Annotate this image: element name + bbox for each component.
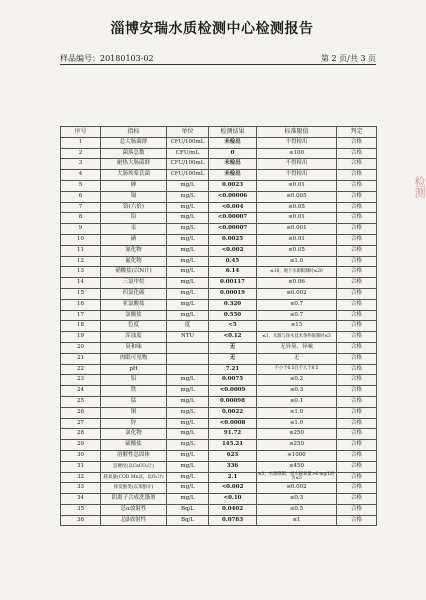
cell-limit: 无异臭、异味 <box>257 342 337 353</box>
cell-limit: 不得检出 <box>257 137 337 148</box>
cell-unit: mg/L <box>167 450 209 461</box>
cell-unit: mg/L <box>167 202 209 213</box>
cell-indicator: 肉眼可见物 <box>101 353 167 364</box>
cell-index: 2 <box>61 148 101 159</box>
cell-indicator: 浑浊度 <box>101 332 167 343</box>
cell-judgement: 合格 <box>337 256 377 267</box>
cell-unit: mg/L <box>167 213 209 224</box>
seal-stamp: 检测 <box>413 176 426 198</box>
page-indicator: 第 2 页/共 3 页 <box>320 54 376 63</box>
table-row <box>61 472 377 483</box>
cell-limit: ≤0.01 <box>257 234 337 245</box>
cell-result: 未检出 <box>209 137 257 148</box>
cell-unit <box>167 342 209 353</box>
cell-unit: mg/L <box>167 429 209 440</box>
cell-limit: ≤0.001 <box>257 224 337 235</box>
cell-result: 0.0075 <box>209 375 257 386</box>
table-row <box>61 483 377 494</box>
cell-unit: mg/L <box>167 440 209 451</box>
cell-indicator: 氯化物 <box>101 429 167 440</box>
table-row <box>61 407 377 418</box>
table-row <box>61 342 377 353</box>
header-unit: 单位 <box>167 127 209 138</box>
header-result: 检测结果 <box>209 127 257 138</box>
cell-unit: mg/L <box>167 472 209 483</box>
cell-result: 0.320 <box>209 299 257 310</box>
cell-indicator: 汞 <box>101 224 167 235</box>
cell-judgement: 合格 <box>337 407 377 418</box>
cell-limit: 无 <box>257 353 337 364</box>
cell-limit: ≤1.0 <box>257 407 337 418</box>
cell-result: 0.550 <box>209 310 257 321</box>
cell-judgement: 合格 <box>337 504 377 515</box>
cell-judgement: 合格 <box>337 224 377 235</box>
table-row <box>61 234 377 245</box>
sample-number: 样品编号：20180103-02 <box>60 54 154 63</box>
cell-unit: mg/L <box>167 267 209 278</box>
cell-unit: mg/L <box>167 234 209 245</box>
cell-judgement: 合格 <box>337 191 377 202</box>
table-header-row <box>61 127 377 138</box>
cell-index: 4 <box>61 170 101 181</box>
cell-result: 623 <box>209 450 257 461</box>
table-row <box>61 504 377 515</box>
cell-unit: mg/L <box>167 180 209 191</box>
table-row <box>61 148 377 159</box>
cell-judgement: 合格 <box>337 137 377 148</box>
cell-result: <0.002 <box>209 245 257 256</box>
cell-unit: mg/L <box>167 299 209 310</box>
cell-indicator: 锌 <box>101 418 167 429</box>
cell-result: 0.0402 <box>209 504 257 515</box>
cell-index: 36 <box>61 515 101 526</box>
cell-indicator: 臭和味 <box>101 342 167 353</box>
cell-limit: 不得检出 <box>257 159 337 170</box>
cell-limit: ≤250 <box>257 429 337 440</box>
cell-result: <0.10 <box>209 494 257 505</box>
cell-index: 23 <box>61 375 101 386</box>
cell-limit: ≤1000 <box>257 450 337 461</box>
cell-result: 6.14 <box>209 267 257 278</box>
cell-limit: ≤250 <box>257 440 337 451</box>
cell-limit: ≤0.05 <box>257 202 337 213</box>
cell-judgement: 合格 <box>337 234 377 245</box>
cell-result: 91.72 <box>209 429 257 440</box>
cell-indicator: 硒 <box>101 234 167 245</box>
cell-judgement: 合格 <box>337 364 377 375</box>
cell-unit: mg/L <box>167 278 209 289</box>
cell-limit: ≤0.5 <box>257 504 337 515</box>
cell-result: <5 <box>209 321 257 332</box>
cell-index: 15 <box>61 288 101 299</box>
table-row <box>61 375 377 386</box>
cell-judgement: 合格 <box>337 418 377 429</box>
table-row <box>61 299 377 310</box>
table-row <box>61 191 377 202</box>
cell-indicator: 铜 <box>101 407 167 418</box>
cell-unit: CFU/mL <box>167 148 209 159</box>
cell-limit: ≤0.2 <box>257 375 337 386</box>
cell-unit: mg/L <box>167 396 209 407</box>
table-row <box>61 202 377 213</box>
table-row <box>61 396 377 407</box>
cell-judgement: 合格 <box>337 494 377 505</box>
cell-indicator: 耗氧量(COD Mn法，以O₂计) <box>101 472 167 483</box>
cell-limit: ≤1.0 <box>257 256 337 267</box>
cell-indicator: 氟化物 <box>101 256 167 267</box>
cell-limit: ≤450 <box>257 461 337 472</box>
cell-index: 30 <box>61 450 101 461</box>
cell-indicator: 四氯化碳 <box>101 288 167 299</box>
cell-unit: mg/L <box>167 483 209 494</box>
cell-index: 11 <box>61 245 101 256</box>
cell-index: 22 <box>61 364 101 375</box>
cell-limit: ≤0.005 <box>257 191 337 202</box>
table-row <box>61 267 377 278</box>
cell-judgement: 合格 <box>337 450 377 461</box>
cell-limit: 不得检出 <box>257 170 337 181</box>
cell-index: 13 <box>61 267 101 278</box>
table-row <box>61 245 377 256</box>
cell-indicator: 总α放射性 <box>101 504 167 515</box>
cell-judgement: 合格 <box>337 321 377 332</box>
cell-result: <0.0009 <box>209 386 257 397</box>
table-row <box>61 321 377 332</box>
table-row <box>61 364 377 375</box>
cell-result: 0 <box>209 148 257 159</box>
cell-index: 33 <box>61 483 101 494</box>
cell-indicator: 铁 <box>101 386 167 397</box>
cell-limit: ≤0.3 <box>257 386 337 397</box>
cell-indicator: 总硬度(以CaCO₃计) <box>101 461 167 472</box>
cell-indicator: 亚氯酸盐 <box>101 299 167 310</box>
cell-limit: ≤3，水源限制，原水耗氧量>6 mg/L时为≤5 <box>258 471 335 482</box>
cell-result: 0.00019 <box>209 288 257 299</box>
cell-indicator: 菌落总数 <box>101 148 167 159</box>
table-row <box>61 429 377 440</box>
cell-unit: 度 <box>167 321 209 332</box>
cell-indicator: 大肠埃希氏菌 <box>101 170 167 181</box>
cell-index: 21 <box>61 353 101 364</box>
cell-judgement: 合格 <box>337 148 377 159</box>
cell-unit <box>167 364 209 375</box>
cell-unit <box>167 353 209 364</box>
cell-result: 未检出 <box>209 159 257 170</box>
cell-indicator: 溶解性总固体 <box>101 450 167 461</box>
cell-index: 32 <box>61 472 101 483</box>
header-indicator: 指标 <box>101 127 167 138</box>
cell-result: 2.1 <box>209 472 257 483</box>
cell-indicator: 砷 <box>101 180 167 191</box>
cell-result: <0.00007 <box>209 224 257 235</box>
cell-judgement: 合格 <box>337 396 377 407</box>
cell-judgement: 合格 <box>337 278 377 289</box>
cell-limit: ≤100 <box>257 148 337 159</box>
cell-indicator: 氯酸盐 <box>101 310 167 321</box>
cell-index: 6 <box>61 191 101 202</box>
cell-judgement: 合格 <box>337 483 377 494</box>
cell-result: 0.00117 <box>209 278 257 289</box>
cell-limit: ≤0.01 <box>257 213 337 224</box>
table-row <box>61 310 377 321</box>
table-row <box>61 170 377 181</box>
cell-unit: Bq/L <box>167 515 209 526</box>
cell-judgement: 合格 <box>337 159 377 170</box>
table-row <box>61 386 377 397</box>
table-row <box>61 180 377 191</box>
cell-index: 9 <box>61 224 101 235</box>
table-row <box>61 332 377 343</box>
cell-result: 336 <box>209 461 257 472</box>
cell-result: <0.002 <box>209 483 257 494</box>
cell-judgement: 合格 <box>337 515 377 526</box>
table-row <box>61 494 377 505</box>
cell-index: 34 <box>61 494 101 505</box>
cell-index: 17 <box>61 310 101 321</box>
cell-index: 14 <box>61 278 101 289</box>
cell-index: 16 <box>61 299 101 310</box>
cell-result: <0.0008 <box>209 418 257 429</box>
table-row <box>61 224 377 235</box>
cell-limit: ≤0.7 <box>257 299 337 310</box>
cell-result: <0.004 <box>209 202 257 213</box>
cell-index: 28 <box>61 429 101 440</box>
cell-unit: CFU/100mL <box>167 159 209 170</box>
cell-unit: mg/L <box>167 418 209 429</box>
cell-limit: ≤15 <box>257 321 337 332</box>
cell-unit: CFU/100mL <box>167 137 209 148</box>
table-row <box>61 137 377 148</box>
cell-result: 145.21 <box>209 440 257 451</box>
cell-indicator: 总β放射性 <box>101 515 167 526</box>
cell-judgement: 合格 <box>337 353 377 364</box>
cell-judgement: 合格 <box>337 429 377 440</box>
cell-index: 24 <box>61 386 101 397</box>
cell-limit: 不小于6.5且不大于8.5 <box>257 364 337 375</box>
report-meta <box>60 51 376 65</box>
cell-index: 8 <box>61 213 101 224</box>
header-limit: 标准限值 <box>257 127 337 138</box>
cell-result: <0.00006 <box>209 191 257 202</box>
table-row <box>61 159 377 170</box>
cell-judgement: 合格 <box>337 342 377 353</box>
table-row <box>61 450 377 461</box>
table-row <box>61 278 377 289</box>
cell-indicator: 硝酸盐(以N计) <box>101 267 167 278</box>
cell-index: 12 <box>61 256 101 267</box>
cell-limit: ≤0.3 <box>257 494 337 505</box>
table-row <box>61 353 377 364</box>
cell-indicator: 阴离子合成洗涤剂 <box>101 494 167 505</box>
cell-index: 3 <box>61 159 101 170</box>
cell-unit: mg/L <box>167 461 209 472</box>
cell-indicator: 镉 <box>101 191 167 202</box>
cell-indicator: 耐热大肠菌群 <box>101 159 167 170</box>
cell-result: <0.12 <box>209 332 257 343</box>
cell-limit: ≤0.002 <box>257 288 337 299</box>
cell-index: 19 <box>61 332 101 343</box>
cell-unit: mg/L <box>167 191 209 202</box>
cell-judgement: 合格 <box>337 288 377 299</box>
header-index: 序号 <box>61 127 101 138</box>
cell-judgement: 合格 <box>337 267 377 278</box>
cell-limit: ≤0.01 <box>257 180 337 191</box>
cell-result: 0.45 <box>209 256 257 267</box>
table-row <box>61 461 377 472</box>
cell-limit: ≤1，水源与净水技术条件限制时≤3 <box>257 332 337 343</box>
cell-indicator: 氰化物 <box>101 245 167 256</box>
cell-index: 5 <box>61 180 101 191</box>
cell-indicator: 三氯甲烷 <box>101 278 167 289</box>
cell-indicator: 色度 <box>101 321 167 332</box>
cell-judgement: 合格 <box>337 170 377 181</box>
cell-indicator: 铝 <box>101 375 167 386</box>
cell-unit: mg/L <box>167 494 209 505</box>
cell-index: 26 <box>61 407 101 418</box>
table-row <box>61 440 377 451</box>
cell-index: 20 <box>61 342 101 353</box>
cell-result: 0.00098 <box>209 396 257 407</box>
cell-unit: NTU <box>167 332 209 343</box>
table-row <box>61 256 377 267</box>
cell-index: 29 <box>61 440 101 451</box>
cell-limit: ≤0.05 <box>257 245 337 256</box>
table-row <box>61 515 377 526</box>
cell-limit: ≤0.1 <box>257 396 337 407</box>
header-judgement: 判定 <box>337 127 377 138</box>
cell-judgement: 合格 <box>337 245 377 256</box>
cell-judgement: 合格 <box>337 440 377 451</box>
cell-indicator: 锰 <box>101 396 167 407</box>
cell-judgement: 合格 <box>337 299 377 310</box>
cell-limit: ≤0.06 <box>257 278 337 289</box>
cell-judgement: 合格 <box>337 213 377 224</box>
cell-unit: mg/L <box>167 256 209 267</box>
cell-result: 0.0025 <box>209 234 257 245</box>
cell-result: 0.0783 <box>209 515 257 526</box>
cell-unit: mg/L <box>167 245 209 256</box>
cell-indicator: 挥发酚类(以苯酚计) <box>101 483 167 494</box>
cell-judgement: 合格 <box>337 332 377 343</box>
cell-limit: ≤10，地下水源限制时≤20 <box>257 267 337 278</box>
cell-unit: mg/L <box>167 386 209 397</box>
cell-indicator: pH <box>101 364 167 375</box>
cell-index: 18 <box>61 321 101 332</box>
cell-limit: ≤1.0 <box>257 418 337 429</box>
cell-unit: mg/L <box>167 224 209 235</box>
cell-index: 25 <box>61 396 101 407</box>
table-row <box>61 288 377 299</box>
cell-limit: ≤1 <box>257 515 337 526</box>
cell-result: 0.0022 <box>209 407 257 418</box>
cell-unit: mg/L <box>167 375 209 386</box>
report-title: 淄博安瑞水质检测中心检测报告 <box>110 21 314 37</box>
cell-limit: ≤0.7 <box>257 310 337 321</box>
cell-result: 无 <box>209 342 257 353</box>
cell-unit: mg/L <box>167 288 209 299</box>
cell-limit: ≤0.002 <box>257 483 337 494</box>
cell-result: 无 <box>209 353 257 364</box>
cell-judgement: 合格 <box>337 386 377 397</box>
results-table <box>60 126 377 526</box>
cell-index: 35 <box>61 504 101 515</box>
cell-unit: CFU/100mL <box>167 170 209 181</box>
cell-judgement: 合格 <box>337 472 377 483</box>
cell-index: 7 <box>61 202 101 213</box>
cell-result: <0.00007 <box>209 213 257 224</box>
cell-judgement: 合格 <box>337 202 377 213</box>
cell-indicator: 硫酸盐 <box>101 440 167 451</box>
cell-index: 1 <box>61 137 101 148</box>
cell-index: 27 <box>61 418 101 429</box>
cell-unit: Bq/L <box>167 504 209 515</box>
cell-indicator: 总大肠菌群 <box>101 137 167 148</box>
cell-index: 31 <box>61 461 101 472</box>
cell-result: 0.0023 <box>209 180 257 191</box>
cell-indicator: 铬(六价) <box>101 202 167 213</box>
cell-result: 7.21 <box>209 364 257 375</box>
cell-judgement: 合格 <box>337 310 377 321</box>
cell-index: 10 <box>61 234 101 245</box>
meta-divider <box>60 64 376 65</box>
cell-judgement: 合格 <box>337 375 377 386</box>
cell-result: 未检出 <box>209 170 257 181</box>
cell-judgement: 合格 <box>337 461 377 472</box>
table-row <box>61 213 377 224</box>
cell-judgement: 合格 <box>337 180 377 191</box>
cell-unit: mg/L <box>167 407 209 418</box>
table-row <box>61 418 377 429</box>
cell-indicator: 铅 <box>101 213 167 224</box>
cell-unit: mg/L <box>167 310 209 321</box>
